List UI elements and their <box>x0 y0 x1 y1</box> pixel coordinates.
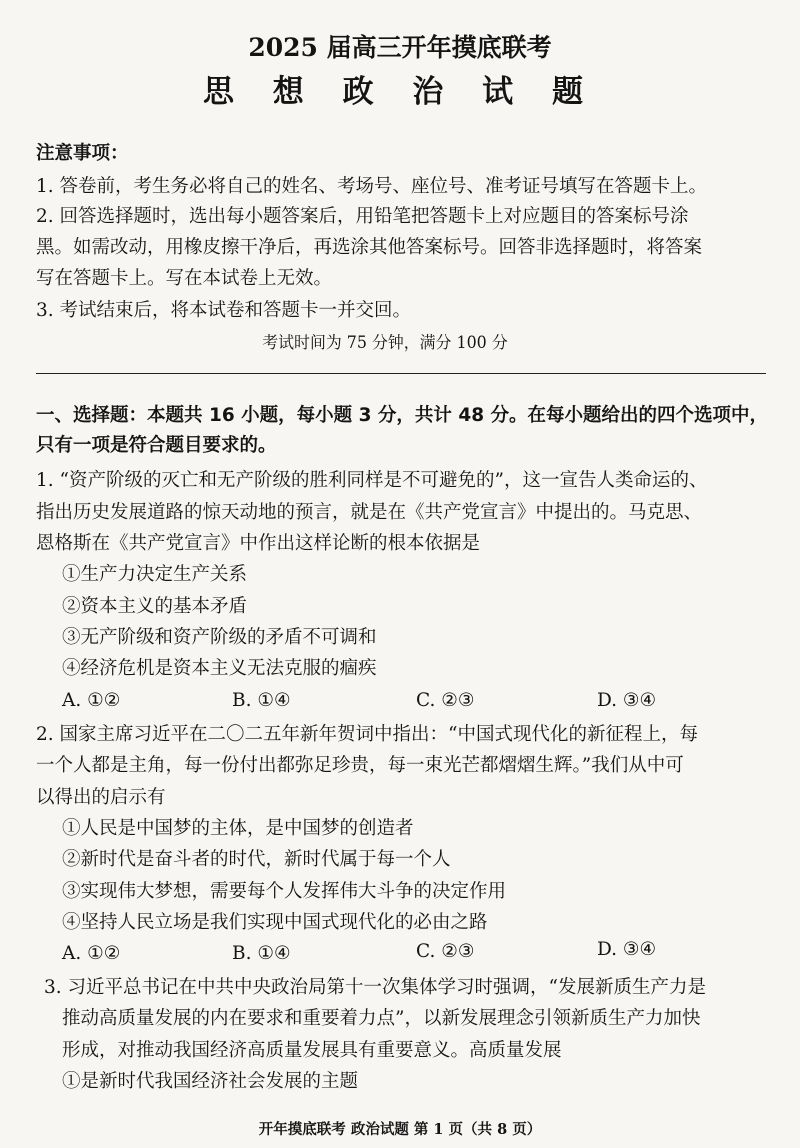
question-2-stem: 一个人都是主角，每一份付出都弥足珍贵，每一束光芒都熠熠生辉。”我们从中可 <box>36 755 684 776</box>
question-1-statement: ①生产力决定生产关系 <box>62 564 248 585</box>
question-1-option-a: A. ①② <box>62 690 121 711</box>
question-2-option-c: C. ②③ <box>416 941 475 962</box>
question-2-statement: ③实现伟大梦想，需要每个人发挥伟大斗争的决定作用 <box>62 881 507 902</box>
question-2-statement: ①人民是中国梦的主体，是中国梦的创造者 <box>62 818 414 839</box>
question-2-stem: 以得出的启示有 <box>36 787 166 808</box>
question-1-option-d: D. ③④ <box>597 690 657 711</box>
question-2-statement: ②新时代是奋斗者的时代，新时代属于每一个人 <box>62 849 451 870</box>
question-1-stem: 恩格斯在《共产党宣言》中作出这样论断的根本依据是 <box>36 533 481 554</box>
question-1-option-b: B. ①④ <box>232 690 291 711</box>
question-2-option-b: B. ①④ <box>232 943 291 964</box>
exam-name: 2025 届高三开年摸底联考 <box>248 33 552 62</box>
subject-title: 思 想 政 治 试 题 <box>203 74 597 110</box>
note-line: 1. 答卷前，考生务必将自己的姓名、考场号、座位号、准考证号填写在答题卡上。 <box>36 176 708 197</box>
question-1-stem: 指出历史发展道路的惊天动地的预言，就是在《共产党宣言》中提出的。马克思、 <box>36 502 703 523</box>
exam-info: 考试时间为 75 分钟，满分 100 分 <box>262 333 508 352</box>
note-line: 黑。如需改动，用橡皮擦干净后，再选涂其他答案标号。回答非选择题时，将答案 <box>36 237 703 258</box>
notes-heading: 注意事项： <box>36 143 129 164</box>
question-2-option-d: D. ③④ <box>597 939 657 960</box>
page-footer: 开年摸底联考 政治试题 第 1 页（共 8 页） <box>258 1121 542 1138</box>
question-1-statement: ②资本主义的基本矛盾 <box>62 596 248 617</box>
question-1-statement: ③无产阶级和资产阶级的矛盾不可调和 <box>62 627 377 648</box>
question-3-stem: 推动高质量发展的内在要求和重要着力点”，以新发展理念引领新质生产力加快 <box>62 1008 701 1029</box>
question-3-stem: 3. 习近平总书记在中共中央政治局第十一次集体学习时强调，“发展新质生产力是 <box>44 977 706 998</box>
note-line: 2. 回答选择题时，选出每小题答案后，用铅笔把答题卡上对应题目的答案标号涂 <box>36 206 689 227</box>
question-2-option-a: A. ①② <box>62 943 121 964</box>
question-3-stem: 形成，对推动我国经济高质量发展具有重要意义。高质量发展 <box>62 1040 562 1061</box>
section-heading: 只有一项是符合题目要求的。 <box>36 435 277 456</box>
divider <box>36 373 766 374</box>
note-line: 3. 考试结束后，将本试卷和答题卡一并交回。 <box>36 300 412 321</box>
question-3-statement: ①是新时代我国经济社会发展的主题 <box>62 1071 359 1092</box>
question-2-stem: 2. 国家主席习近平在二〇二五年新年贺词中指出：“中国式现代化的新征程上，每 <box>36 724 698 745</box>
note-line: 写在答题卡上。写在本试卷上无效。 <box>36 268 333 289</box>
question-2-statement: ④坚持人民立场是我们实现中国式现代化的必由之路 <box>62 912 488 933</box>
question-1-stem: 1. “资产阶级的灭亡和无产阶级的胜利同样是不可避免的”，这一宣告人类命运的、 <box>36 470 708 491</box>
question-1-statement: ④经济危机是资本主义无法克服的痼疾 <box>62 658 377 679</box>
question-1-option-c: C. ②③ <box>416 690 475 711</box>
section-heading: 一、选择题：本题共 16 小题，每小题 3 分，共计 48 分。在每小题给出的四个选项中， <box>36 405 769 426</box>
